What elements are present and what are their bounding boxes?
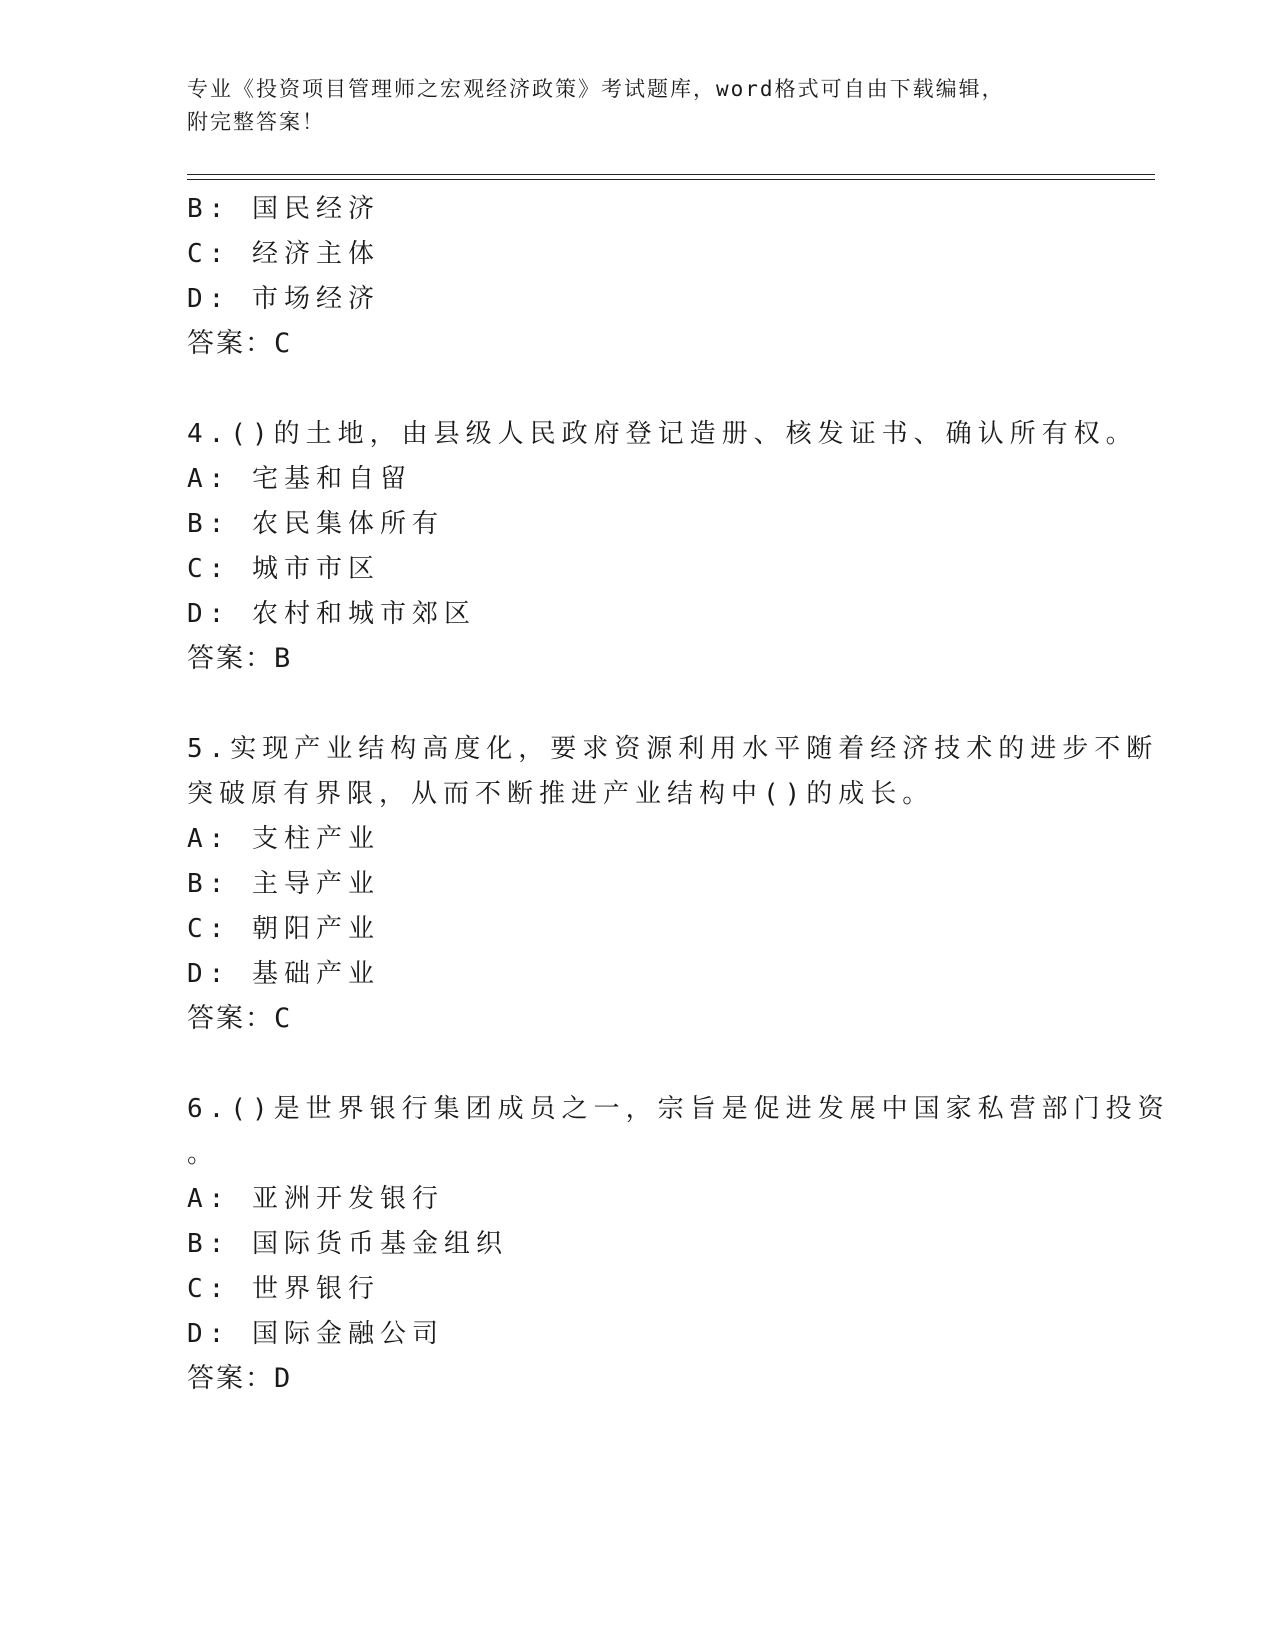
header-rule-bottom bbox=[187, 179, 1155, 180]
question-stem-line-1: 5.实现产业结构高度化，要求资源利用水平随着经济技术的进步不断 bbox=[187, 734, 1159, 764]
answer: 答案：D bbox=[187, 1363, 293, 1394]
question-stem: 4.()的土地，由县级人民政府登记造册、核发证书、确认所有权。 bbox=[187, 419, 1138, 449]
answer: 答案：C bbox=[187, 1003, 293, 1034]
option-d: D: 基础产业 bbox=[187, 959, 380, 989]
option-b: B: 农民集体所有 bbox=[187, 509, 444, 539]
option-a: A: 宅基和自留 bbox=[187, 464, 412, 494]
header-line-2: 附完整答案！ bbox=[187, 110, 325, 134]
option-c: C: 世界银行 bbox=[187, 1274, 380, 1304]
option-c: C: 朝阳产业 bbox=[187, 914, 380, 944]
question-stem-line-1: 6.()是世界银行集团成员之一，宗旨是促进发展中国家私营部门投资 bbox=[187, 1094, 1170, 1124]
option-a: A: 亚洲开发银行 bbox=[187, 1184, 444, 1214]
option-b: B: 国际货币基金组织 bbox=[187, 1229, 508, 1259]
question-stem-line-2: 。 bbox=[187, 1139, 220, 1169]
header-line-1: 专业《投资项目管理师之宏观经济政策》考试题库，word格式可自由下载编辑， bbox=[187, 77, 1005, 101]
document-header bbox=[187, 73, 1067, 139]
answer: 答案：C bbox=[187, 328, 293, 359]
option-d: D: 国际金融公司 bbox=[187, 1319, 444, 1349]
option-c: C: 经济主体 bbox=[187, 239, 380, 269]
option-b: B: 主导产业 bbox=[187, 869, 380, 899]
option-d: D: 农村和城市郊区 bbox=[187, 599, 476, 629]
question-stem-line-2: 突破原有界限，从而不断推进产业结构中()的成长。 bbox=[187, 779, 935, 809]
option-c: C: 城市市区 bbox=[187, 554, 380, 584]
header-rule-top bbox=[187, 174, 1155, 175]
answer: 答案：B bbox=[187, 643, 293, 674]
option-b: B: 国民经济 bbox=[187, 194, 380, 224]
option-d: D: 市场经济 bbox=[187, 284, 380, 314]
option-a: A: 支柱产业 bbox=[187, 824, 380, 854]
